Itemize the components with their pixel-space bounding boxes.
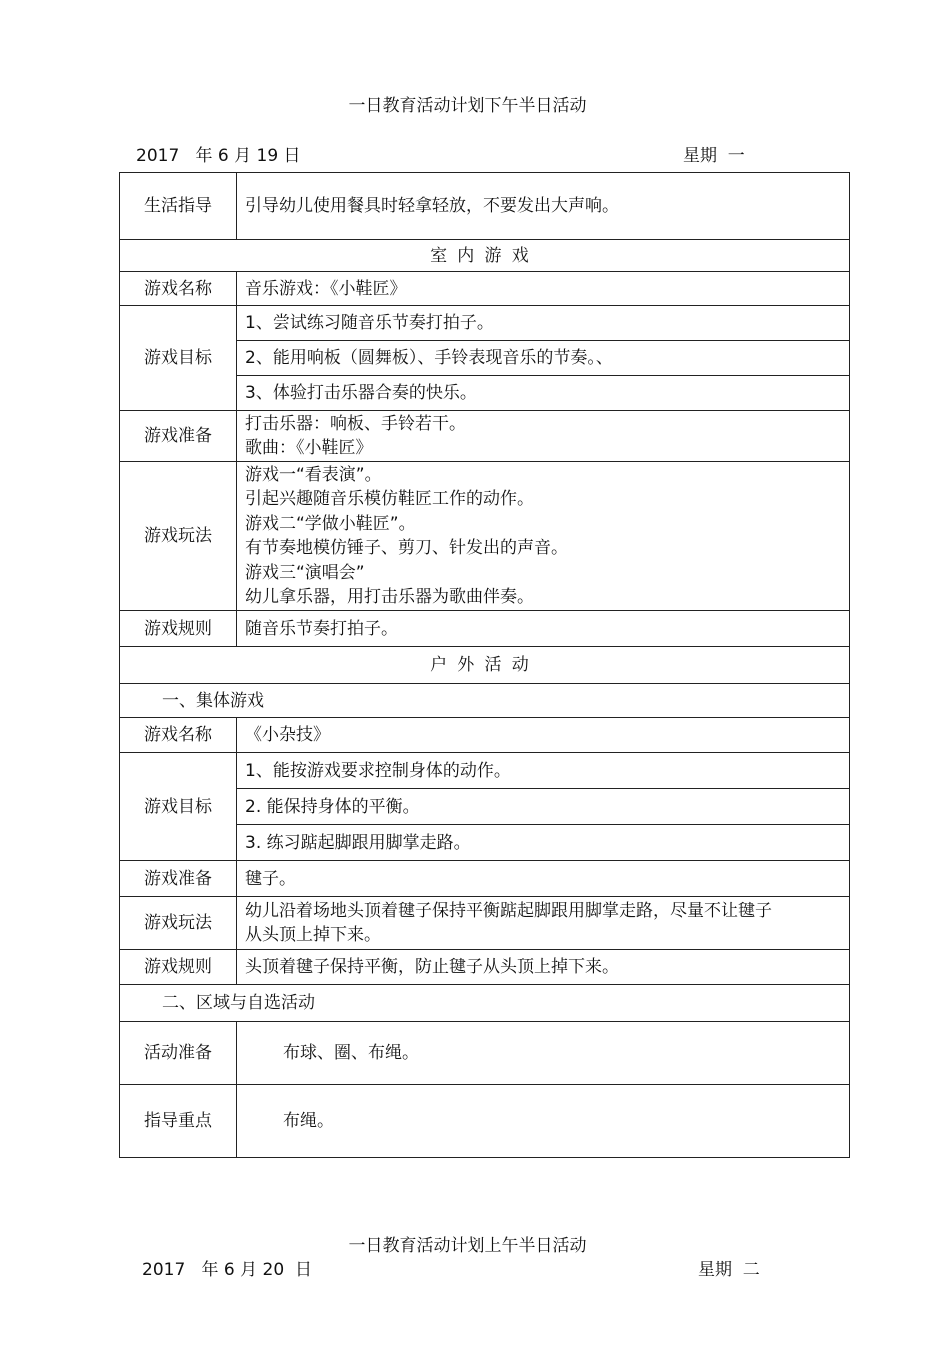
row-value: 音乐游戏：《小鞋匠》 — [237, 272, 850, 306]
table-row-area-focus — [120, 1085, 850, 1158]
goal-item: 1、尝试练习随音乐节奏打拍子。 — [237, 306, 850, 341]
row-label: 游戏目标 — [120, 753, 237, 861]
table-row-outdoor-prep — [120, 861, 850, 897]
row-label: 游戏玩法 — [120, 462, 237, 611]
row-value: 布球、圈、布绳。 — [237, 1022, 850, 1085]
text-line: 游戏三“演唱会” — [245, 562, 365, 583]
table-row-indoor-play — [120, 462, 850, 611]
text-line: 歌曲：《小鞋匠》 — [245, 438, 373, 458]
row-label: 游戏玩法 — [120, 897, 237, 950]
text-line: 引起兴趣随音乐模仿鞋匠工作的动作。 — [245, 489, 534, 509]
text-line: 游戏一“看表演”。 — [245, 464, 382, 485]
goal-item: 3、体验打击乐器合奏的快乐。 — [237, 376, 850, 411]
row-value: 布绳。 — [237, 1085, 850, 1158]
row-label: 生活指导 — [120, 173, 237, 240]
row-label: 游戏目标 — [120, 306, 237, 411]
indoor-games-header: 室内游戏 — [120, 240, 850, 272]
table-row-area-prep — [120, 1022, 850, 1085]
group-games-section-row — [120, 684, 850, 718]
table-row-outdoor-goal-1 — [120, 753, 850, 789]
row-value — [237, 462, 850, 611]
area-activities-section: 二、区域与自选活动 — [120, 985, 850, 1022]
text-line: 幼儿沿着场地头顶着毽子保持平衡踮起脚跟用脚掌走路，尽量不让毽子 — [245, 900, 772, 921]
row-value: 头顶着毽子保持平衡，防止毽子从头顶上掉下来。 — [237, 950, 850, 985]
table-row-outdoor-rules — [120, 950, 850, 985]
goal-item: 3. 练习踮起脚跟用脚掌走路。 — [237, 825, 850, 861]
group-games-section: 一、集体游戏 — [120, 684, 850, 718]
text-line: 有节奏地模仿锤子、剪刀、针发出的声音。 — [245, 538, 568, 558]
goal-item: 1、能按游戏要求控制身体的动作。 — [237, 753, 850, 789]
activity-plan-table — [119, 172, 850, 1158]
text-line: 从头顶上掉下来。 — [245, 925, 381, 945]
weekday-label: 星期 二 — [698, 1260, 760, 1280]
row-label: 游戏规则 — [120, 950, 237, 985]
row-value: 毽子。 — [237, 861, 850, 897]
text-line: 打击乐器：响板、手铃若干。 — [245, 413, 466, 434]
row-value — [237, 897, 850, 950]
row-label: 活动准备 — [120, 1022, 237, 1085]
text-line: 幼儿拿乐器，用打击乐器为歌曲伴奏。 — [245, 587, 534, 607]
row-value: 《小杂技》 — [237, 718, 850, 753]
date-label: 2017 年 6 月 20 日 — [142, 1260, 312, 1280]
table-row-indoor-rules — [120, 611, 850, 647]
outdoor-activities-header-row — [120, 647, 850, 684]
row-value: 引导幼儿使用餐具时轻拿轻放，不要发出大声响。 — [237, 173, 850, 240]
text-line: 游戏二“学做小鞋匠”。 — [245, 513, 416, 534]
outdoor-activities-header: 户外活动 — [120, 647, 850, 684]
table-row-indoor-name — [120, 272, 850, 306]
table-row-outdoor-play — [120, 897, 850, 950]
table-row-outdoor-name — [120, 718, 850, 753]
weekday-label: 星期 一 — [683, 146, 745, 166]
row-label: 游戏规则 — [120, 611, 237, 647]
page-title: 一日教育活动计划上午半日活动 — [348, 1236, 587, 1256]
table-row-indoor-goal-1 — [120, 306, 850, 341]
row-value: 随音乐节奏打拍子。 — [237, 611, 850, 647]
row-value — [237, 411, 850, 462]
goal-item: 2、能用响板（圆舞板）、手铃表现音乐的节奏。、 — [237, 341, 850, 376]
table-row-indoor-prep — [120, 411, 850, 462]
row-label: 指导重点 — [120, 1085, 237, 1158]
date-label: 2017 年 6 月 19 日 — [136, 146, 301, 166]
row-label: 游戏准备 — [120, 861, 237, 897]
row-label: 游戏准备 — [120, 411, 237, 462]
table-row-life-guidance — [120, 173, 850, 240]
page-title: 一日教育活动计划下午半日活动 — [348, 96, 587, 116]
area-activities-section-row — [120, 985, 850, 1022]
row-label: 游戏名称 — [120, 272, 237, 306]
indoor-games-header-row — [120, 240, 850, 272]
goal-item: 2. 能保持身体的平衡。 — [237, 789, 850, 825]
row-label: 游戏名称 — [120, 718, 237, 753]
